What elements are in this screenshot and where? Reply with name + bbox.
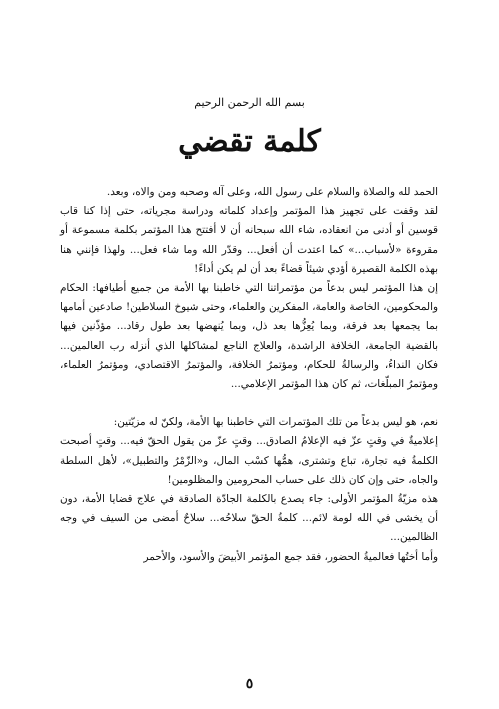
body-text: [60, 183, 438, 567]
paragraph: هذه مزيّةُ المؤتمر الأولى: جاء يصدع بالكلمة الجادّة الصادقة في علاج قضايا الأمة، دون أن يخشى في الله لومة لائم... كلمةُ الحقّ سلاحُه... سلاحٌ أمضى من السيف في وجه الظالمين...: [60, 493, 438, 544]
page-title: كلمة تقضي: [178, 124, 321, 159]
paragraph: إعلاميةٌ في وقتٍ عزّ فيه الإعلامُ الصادق... وقتٍ عزّ من يقول الحقّ فيه... وقتٍ أصبحت الكلمةُ فيه تجارة، تباع وتشترى، همُّها كسْب المال، و«الزّمْرُ والتطبيل»، لأهل السلطة والجاه، حتى وإن كان ذلك على حساب المحرومين والمظلومين!: [60, 435, 438, 486]
paragraph: الحمد لله والصلاة والسلام على رسول الله، وعلى آله وصحبه ومن والاه، وبعد.: [106, 186, 438, 198]
page-number: ٥: [245, 676, 254, 692]
paragraph: وأما أختُها فعالميةُ الحضور، فقد جمع المؤتمر الأبيضَ والأسود، والأحمر: [143, 550, 438, 563]
paragraph: إن هذا المؤتمر ليس بدعاً من مؤتمراتنا التي خاطبنا بها الأمة من جميع أطيافها: الحكام والمحكومين، الخاصة والعامة، المفكرين والعلماء، وحتى شيوخ السلاطين! صادعين أمامها بما يجمعها بعد فرقة، وبما يُعِزُّها بعد ذل، وبما يُنهضها بعد طول رقاد... مؤذّنين فيها بالقضية الجامعة، الخلافة الراشدة، والعلاج الناجع لمشاكلها الذي أنزله رب العالمين... فكان النداءُ، والرسالةُ للحكام، ومؤتمرُ الخلافة، والمؤتمرُ الاقتصادي، ومؤتمرُ العلماء، ومؤتمرُ المبلّغات، ثم كان هذا المؤتمر الإعلامي...: [60, 282, 438, 391]
basmala-heading: بسم الله الرحمن الرحيم: [194, 96, 305, 109]
paragraph-gap: [60, 394, 438, 413]
paragraph: لقد وقفت على تجهيز هذا المؤتمر وإعداد كلماته ودراسة مجرياته، حتى إذا كنا قاب قوسين أو أدنى من انعقاده، شاء الله سبحانه أن لا أفتتح هذا المؤتمر بكلمة مسموعة أو مقروءة «لأسباب...» كما اعتدت أن أفعل... وقدّر الله وما شاء فعل... ولهذا فإنني هنا بهذه الكلمة القصيرة أؤدي شيئاً قضاءً بعد أن لم يكن أداءً!: [60, 205, 438, 275]
paragraph: نعم، هو ليس بدعاً من تلك المؤتمرات التي خاطبنا بها الأمة، ولكنّ له مزيّتين:: [113, 416, 438, 429]
